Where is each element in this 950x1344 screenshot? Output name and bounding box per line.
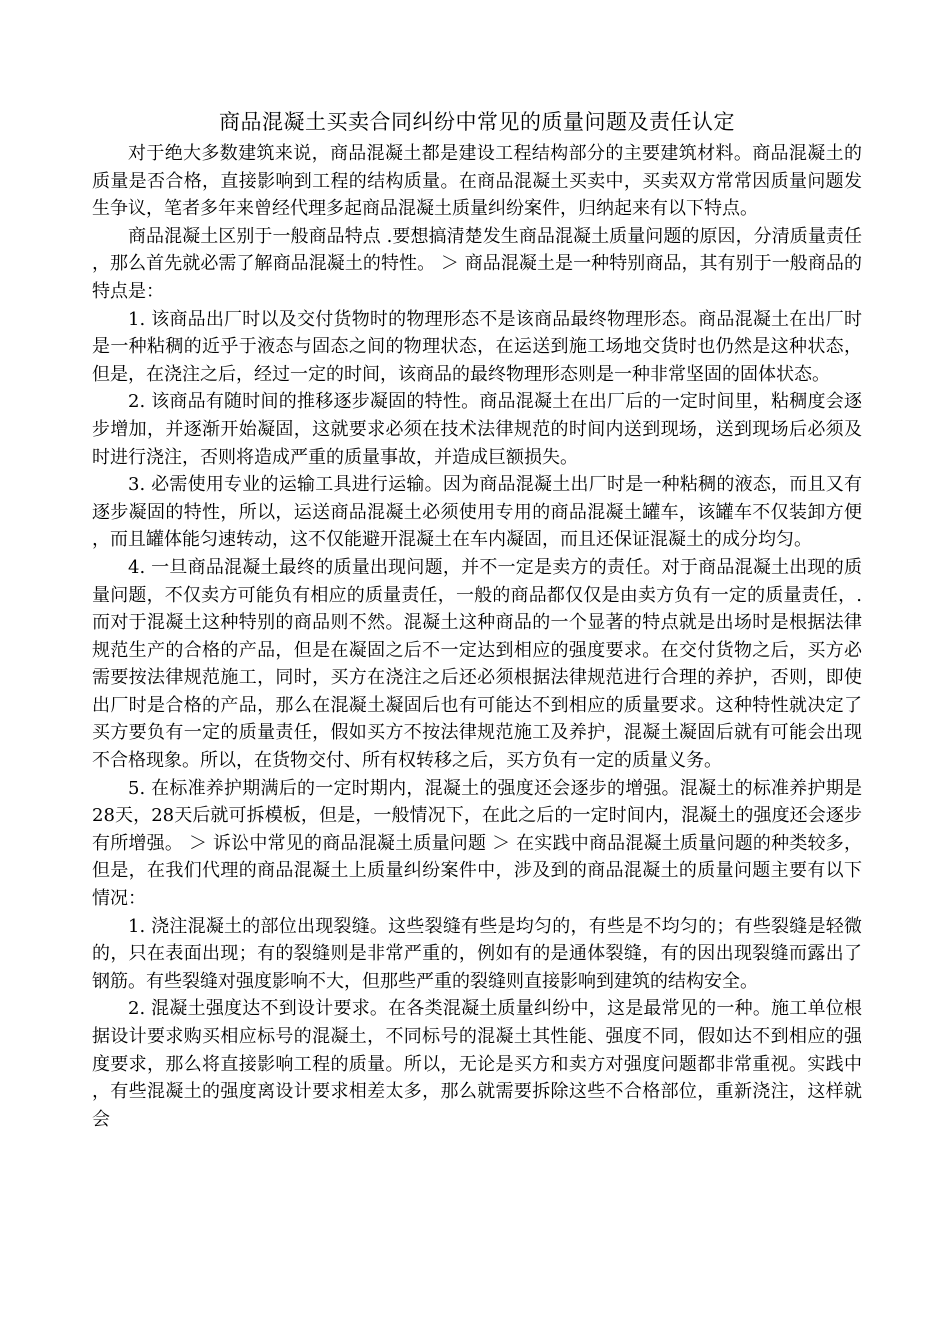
- document-title: 商品混凝土买卖合同纠纷中常见的质量问题及责任认定: [219, 110, 735, 134]
- paragraph-intro: 对于绝大多数建筑来说，商品混凝土都是建设工程结构部分的主要建筑材料。商品混凝土的质量是否合格，直接影响到工程的结构质量。在商品混凝土买卖中，买卖双方常常因质量问题发生争议，笔者多年来曾经代理多起商品混凝土质量纠纷案件，归纳起来有以下特点。: [92, 143, 862, 220]
- paragraph-problem-2: 2. 混凝土强度达不到设计要求。在各类混凝土质量纠纷中，这是最常见的一种。施工单位根据设计要求购买相应标号的混凝土，不同标号的混凝土其性能、强度不同，假如达不到相应的强度要求，那么将直接影响工程的质量。所以，无论是买方和卖方对强度问题都非常重视。实践中，有些混凝土的强度离设计要求相差太多，那么就需要拆除这些不合格部位，重新浇注，这样就会: [92, 998, 862, 1130]
- paragraph-feature-3: 3. 必需使用专业的运输工具进行运输。因为商品混凝土出厂时是一种粘稠的液态，而且又有逐步凝固的特性，所以，运送商品混凝土必须使用专用的商品混凝土罐车，该罐车不仅装卸方便，而且罐体能匀速转动，这不仅能避开混凝土在车内凝固，而且还保证混凝土的成分均匀。: [92, 474, 862, 551]
- paragraph-feature-2: 2. 该商品有随时间的推移逐步凝固的特性。商品混凝土在出厂后的一定时间里，粘稠度会逐步增加，并逐渐开始凝固，这就要求必须在技术法律规范的时间内送到现场，送到现场后必须及时进行浇注，否则将造成严重的质量事故，并造成巨额损失。: [92, 391, 862, 468]
- paragraph-problem-1: 1. 浇注混凝土的部位出现裂缝。这些裂缝有些是均匀的，有些是不均匀的；有些裂缝是轻微的，只在表面出现；有的裂缝则是非常严重的，例如有的是通体裂缝，有的因出现裂缝而露出了钢筋。有些裂缝对强度影响不大，但那些严重的裂缝则直接影响到建筑的结构安全。: [92, 915, 862, 992]
- paragraph-feature-5: 5. 在标准养护期满后的一定时期内，混凝土的强度还会逐步的增强。混凝土的标准养护期是28天，28天后就可拆模板，但是，一般情况下，在此之后的一定时间内，混凝土的强度还会逐步有所增强。 ＞ 诉讼中常见的商品混凝土质量问题 ＞ 在实践中商品混凝土质量问题的种类较多，但是，在我们代理的商品混凝土上质量纠纷案件中，涉及到的商品混凝土的质量问题主要有以下情况：: [92, 777, 862, 910]
- paragraph-feature-4: 4. 一旦商品混凝土最终的质量出现问题，并不一定是卖方的责任。对于商品混凝土出现的质量问题，不仅卖方可能负有相应的质量责任，一般的商品都仅仅是由卖方负有一定的质量责任，.而对于混凝土这种特别的商品则不然。混凝土这种商品的一个显著的特点就是出场时是根据法律规范生产的合格的产品，但是在凝固之后不一定达到相应的强度要求。在交付货物之后，买方必需要按法律规范施工，同时，买方在浇注之后还必须根据法律规范进行合理的养护，否则，即使出厂时是合格的产品，那么在混凝土凝固后也有可能达不到相应的质量要求。这种特性就决定了买方要负有一定的质量责任，假如买方不按法律规范施工及养护，混凝土凝固后就有可能会出现不合格现象。所以，在货物交付、所有权转移之后，买方负有一定的质量义务。: [92, 556, 862, 772]
- document-page: [92, 108, 862, 1133]
- paragraph-characteristics: 商品混凝土区别于一般商品特点 .要想搞清楚发生商品混凝土质量问题的原因，分清质量责任，那么首先就必需了解商品混凝土的特性。 ＞ 商品混凝土是一种特别商品，其有别于一般商品的特点是：: [92, 225, 862, 302]
- paragraph-feature-1: 1. 该商品出厂时以及交付货物时的物理形态不是该商品最终物理形态。商品混凝土在出厂时是一种粘稠的近乎于液态与固态之间的物理状态，在运送到施工场地交货时也仍然是这种状态，但是，在浇注之后，经过一定的时间，该商品的最终物理形态则是一种非常坚固的固体状态。: [92, 308, 862, 385]
